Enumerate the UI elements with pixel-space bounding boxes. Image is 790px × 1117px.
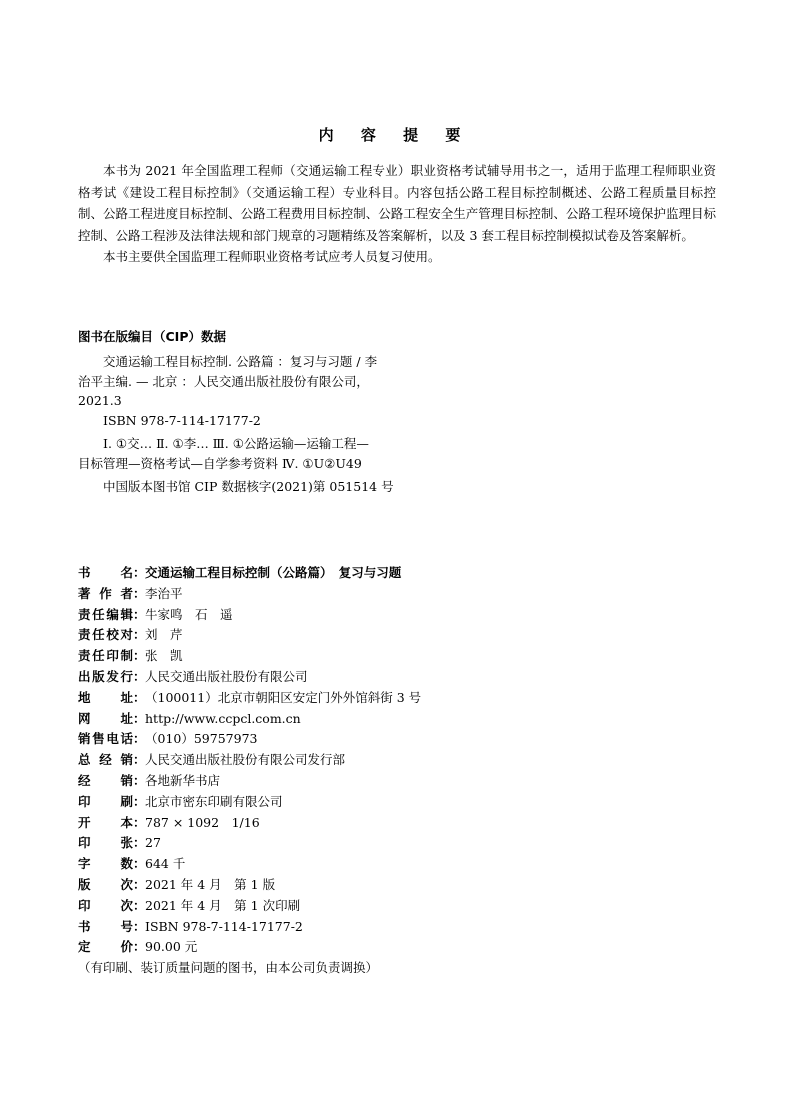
info-label-char: 校 <box>106 627 119 643</box>
info-label <box>78 750 133 771</box>
info-row <box>78 605 718 626</box>
cip-line: 治平主编. — 北京 ：人民交通出版社股份有限公司， <box>78 373 369 389</box>
info-label-char: 总 <box>78 752 91 768</box>
info-label <box>78 896 133 917</box>
info-label-char: 责 <box>78 648 91 664</box>
info-value: 787 × 1092 1/16 <box>145 814 260 830</box>
info-value: 2021 年 4 月 第 1 版 <box>145 876 276 892</box>
info-label <box>78 729 133 750</box>
info-label <box>78 709 133 730</box>
info-row <box>78 833 718 854</box>
info-label-char: 编 <box>106 606 119 622</box>
cip-data-block <box>78 352 438 497</box>
info-value: 各地新华书店 <box>145 772 221 788</box>
info-row <box>78 688 718 709</box>
info-colon: ： <box>133 876 146 892</box>
info-colon: ： <box>133 627 146 643</box>
info-colon: ： <box>133 710 146 726</box>
info-row <box>78 937 718 958</box>
info-label-char: 任 <box>92 648 105 664</box>
info-label-char: 地 <box>78 689 91 705</box>
info-label-char: 印 <box>78 793 91 809</box>
info-row <box>78 813 718 834</box>
info-row <box>78 771 718 792</box>
info-label-char: 址 <box>120 710 133 726</box>
info-label-char: 定 <box>78 939 91 955</box>
info-label-char: 著 <box>78 585 91 601</box>
info-value: （100011）北京市朝阳区安定门外外馆斜街 3 号 <box>145 689 422 705</box>
info-colon: ： <box>133 772 146 788</box>
info-label-char: 址 <box>120 689 133 705</box>
info-label-char: 者 <box>120 585 133 601</box>
info-colon: ： <box>133 835 146 851</box>
info-row <box>78 646 718 667</box>
info-label <box>78 688 133 709</box>
info-value: 人民交通出版社股份有限公司 <box>145 668 308 684</box>
info-colon: ： <box>133 565 146 580</box>
info-value: 27 <box>145 835 161 851</box>
info-row <box>78 584 718 605</box>
info-value: 牛家鸣 石 遥 <box>145 606 233 622</box>
info-label-char: 责 <box>78 627 91 643</box>
info-label-char: 任 <box>92 627 105 643</box>
info-label <box>78 605 133 626</box>
info-label-char: 名 <box>120 565 133 580</box>
info-row <box>78 896 718 917</box>
info-colon: ： <box>133 939 146 955</box>
info-row <box>78 875 718 896</box>
info-label <box>78 667 133 688</box>
info-label-char: 作 <box>99 585 112 601</box>
cip-line: 中国版本图书馆 CIP 数据核字(2021)第 051514 号 <box>103 479 394 494</box>
info-colon: ： <box>133 918 146 934</box>
info-value: （010）59757973 <box>145 731 258 747</box>
info-label-char: 次 <box>120 897 133 913</box>
info-value: 张 凯 <box>145 648 183 664</box>
info-label <box>78 937 133 958</box>
info-label <box>78 771 133 792</box>
info-row <box>78 854 718 875</box>
info-colon: ： <box>133 731 146 747</box>
info-row <box>78 729 718 750</box>
info-value: 刘 芹 <box>145 627 183 643</box>
info-value: 90.00 元 <box>145 939 198 955</box>
info-label-char: 销 <box>78 731 91 747</box>
info-row <box>78 667 718 688</box>
info-label-char: 版 <box>78 876 91 892</box>
info-label-char: 刷 <box>120 793 133 809</box>
info-colon: ： <box>133 585 146 601</box>
info-label-char: 任 <box>92 606 105 622</box>
info-label-char: 书 <box>78 565 91 580</box>
cip-heading: 图书在版编目（CIP）数据 <box>78 329 226 344</box>
info-label-char: 本 <box>120 814 133 830</box>
info-label-char: 版 <box>92 668 105 684</box>
info-label-char: 印 <box>78 897 91 913</box>
info-label-char: 销 <box>120 772 133 788</box>
info-label-char: 数 <box>120 856 133 872</box>
info-row <box>78 625 718 646</box>
info-value: 李治平 <box>145 585 183 601</box>
info-colon: ： <box>133 897 146 913</box>
info-label <box>78 875 133 896</box>
summary-paragraph: 本书为 2021 年全国监理工程师（交通运输工程专业）职业资格考试辅导用书之一，适用于监理工程师职业资格考试《建设工程目标控制》（交通运输工程）专业科目。内容包括公路工程目标控制概述、公路工程质量目标控制、公路工程进度目标控制、公路工程费用目标控制、公路工程安全生产管理目标控制、公路工程环境保护监理目标控制、公路工程涉及法律法规和部门规章的习题精练及答案解析，以及 3 套工程目标控制模拟试卷及答案解析。 <box>78 163 716 243</box>
info-label-char: 书 <box>78 918 91 934</box>
info-label-char: 价 <box>120 939 133 955</box>
info-label-char: 话 <box>120 731 133 747</box>
info-colon: ： <box>133 814 146 830</box>
info-label-char: 行 <box>120 668 133 684</box>
info-colon: ： <box>133 856 146 872</box>
page-title: 内 容 提 要 <box>318 126 472 144</box>
quality-note: （有印刷、装订质量问题的图书，由本公司负责调换） <box>78 960 379 976</box>
info-row <box>78 563 718 584</box>
info-label-char: 开 <box>78 814 91 830</box>
info-label-char: 印 <box>106 648 119 664</box>
info-label <box>78 625 133 646</box>
info-row <box>78 917 718 938</box>
info-label-char: 网 <box>78 710 91 726</box>
info-label-char: 辑 <box>120 606 133 622</box>
info-colon: ： <box>133 793 146 809</box>
info-value: http://www.ccpcl.com.cn <box>145 710 301 726</box>
info-row <box>78 792 718 813</box>
info-label-char: 次 <box>120 876 133 892</box>
info-label-char: 责 <box>78 606 91 622</box>
info-colon: ： <box>133 648 146 664</box>
cip-line: Ⅰ. ①交… Ⅱ. ①李… Ⅲ. ①公路运输—运输工程— <box>103 436 369 451</box>
info-label-char: 出 <box>78 668 91 684</box>
cip-line: ISBN 978-7-114-17177-2 <box>103 412 261 428</box>
info-label-char: 发 <box>106 668 119 684</box>
info-rows <box>78 563 718 958</box>
info-label-char: 号 <box>120 918 133 934</box>
info-label-char: 电 <box>106 731 119 747</box>
info-row <box>78 709 718 730</box>
cip-line: 交通运输工程目标控制. 公路篇 ：复习与习题 / 李 <box>103 354 378 369</box>
publication-info <box>78 563 718 979</box>
info-label-char: 销 <box>120 752 133 768</box>
info-value: ISBN 978-7-114-17177-2 <box>145 918 303 934</box>
info-colon: ： <box>133 606 146 622</box>
info-label <box>78 917 133 938</box>
info-colon: ： <box>133 689 146 705</box>
info-colon: ： <box>133 752 146 768</box>
summary-section <box>78 160 716 268</box>
info-label <box>78 792 133 813</box>
info-label <box>78 563 133 584</box>
cip-line: 目标管理—资格考试—自学参考资料 Ⅳ. ①U②U49 <box>78 455 362 471</box>
info-value: 北京市密东印刷有限公司 <box>145 793 283 809</box>
summary-paragraph: 本书主要供全国监理工程师职业资格考试应考人员复习使用。 <box>103 249 441 264</box>
info-label-char: 售 <box>92 731 105 747</box>
info-row <box>78 750 718 771</box>
info-label <box>78 854 133 875</box>
info-label <box>78 833 133 854</box>
info-label-char: 制 <box>120 648 133 664</box>
info-label-char: 经 <box>99 752 112 768</box>
info-colon: ： <box>133 668 146 684</box>
info-label <box>78 584 133 605</box>
info-label-char: 印 <box>78 835 91 851</box>
info-label-char: 对 <box>120 627 133 643</box>
info-value: 交通运输工程目标控制（公路篇） 复习与习题 <box>145 565 402 580</box>
info-label <box>78 813 133 834</box>
cip-line: 2021.3 <box>78 393 122 408</box>
info-label-char: 张 <box>120 835 133 851</box>
info-label-char: 字 <box>78 856 91 872</box>
info-value: 人民交通出版社股份有限公司发行部 <box>145 752 346 768</box>
info-value: 644 千 <box>145 856 186 872</box>
info-value: 2021 年 4 月 第 1 次印刷 <box>145 897 301 913</box>
info-label-char: 经 <box>78 772 91 788</box>
info-label <box>78 646 133 667</box>
